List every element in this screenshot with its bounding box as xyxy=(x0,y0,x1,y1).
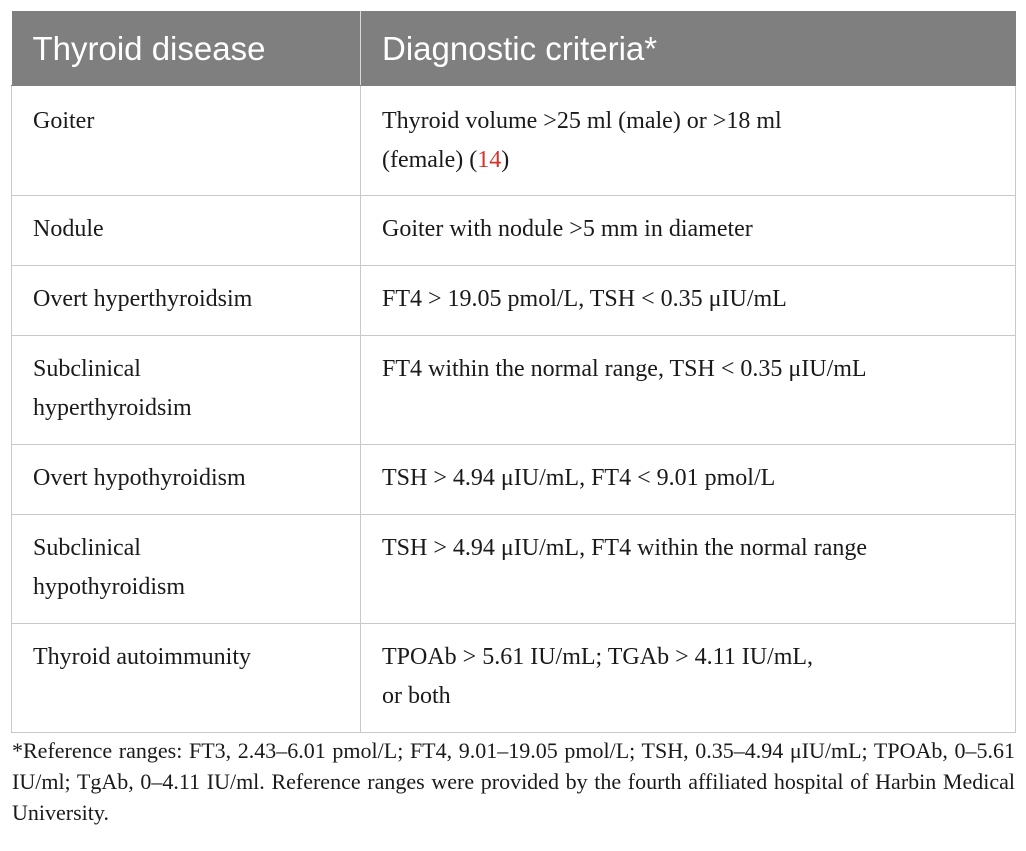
header-thyroid-disease: Thyroid disease xyxy=(12,12,361,86)
criteria-text-suffix: ) xyxy=(501,147,510,173)
table-row xyxy=(12,336,1016,445)
criteria-text-prefix: (female) ( xyxy=(382,147,478,173)
disease-cell xyxy=(12,336,361,445)
disease-cell xyxy=(12,515,361,624)
disease-cell: Overt hypothyroidism xyxy=(12,445,361,515)
diagnostic-criteria-table-container xyxy=(11,11,1015,733)
criteria-cell: TSH > 4.94 μIU/mL, FT4 within the normal range xyxy=(361,515,1016,624)
table-row xyxy=(12,624,1016,733)
table-row xyxy=(12,86,1016,196)
table-row xyxy=(12,196,1016,266)
table-row xyxy=(12,515,1016,624)
criteria-cell: FT4 within the normal range, TSH < 0.35 μIU/mL xyxy=(361,336,1016,445)
header-diagnostic-criteria: Diagnostic criteria* xyxy=(361,12,1016,86)
disease-text-line2: hyperthyroidsim xyxy=(33,395,192,421)
table-row xyxy=(12,266,1016,336)
disease-cell: Nodule xyxy=(12,196,361,266)
criteria-text-line2: or both xyxy=(382,683,451,709)
criteria-text: Thyroid volume >25 ml (male) or >18 ml xyxy=(382,108,782,134)
diagnostic-criteria-table xyxy=(11,11,1016,733)
disease-text-line1: Subclinical xyxy=(33,535,141,561)
disease-cell: Goiter xyxy=(12,86,361,196)
table-header xyxy=(12,12,1016,86)
criteria-text-line1: TPOAb > 5.61 IU/mL; TGAb > 4.11 IU/mL, xyxy=(382,644,814,670)
disease-cell: Thyroid autoimmunity xyxy=(12,624,361,733)
criteria-cell xyxy=(361,86,1016,196)
criteria-cell: FT4 > 19.05 pmol/L, TSH < 0.35 μIU/mL xyxy=(361,266,1016,336)
disease-text-line2: hypothyroidism xyxy=(33,574,186,600)
disease-text-line1: Subclinical xyxy=(33,356,141,382)
criteria-cell xyxy=(361,624,1016,733)
table-row xyxy=(12,445,1016,515)
criteria-cell: Goiter with nodule >5 mm in diameter xyxy=(361,196,1016,266)
reference-link[interactable]: 14 xyxy=(477,147,502,173)
disease-cell: Overt hyperthyroidsim xyxy=(12,266,361,336)
table-footnote: *Reference ranges: FT3, 2.43–6.01 pmol/L; FT4, 9.01–19.05 pmol/L; TSH, 0.35–4.94 μIU/mL; TPOAb, 0–5.61 IU/ml; TgAb, 0–4.11 IU/ml. Reference ranges were provided by the fourth affiliated hospital of Harbin Medical University. xyxy=(12,738,1015,825)
criteria-cell: TSH > 4.94 μIU/mL, FT4 < 9.01 pmol/L xyxy=(361,445,1016,515)
header-row xyxy=(12,12,1016,86)
table-body xyxy=(12,86,1016,733)
